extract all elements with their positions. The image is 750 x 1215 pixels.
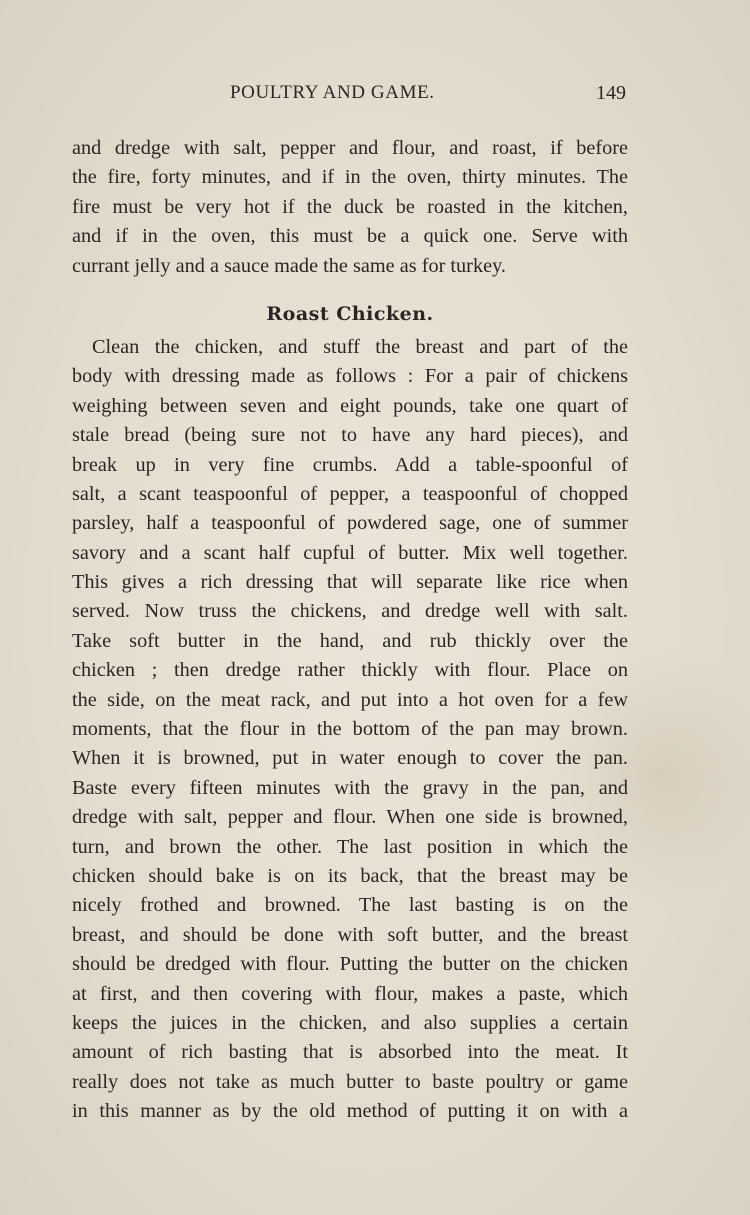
text-line: keeps the juices in the chicken, and also supplies a certain	[72, 1011, 628, 1034]
text-line: Baste every fifteen minutes with the gravy in the pan, and	[72, 776, 628, 799]
text-line: the side, on the meat rack, and put into a hot oven for a few	[72, 688, 628, 711]
page-header	[72, 82, 628, 112]
text-line: break up in very fine crumbs. Add a table-spoonful of	[72, 453, 628, 476]
text-line: and if in the oven, this must be a quick one. Serve with	[72, 225, 628, 248]
paragraph-continued	[72, 134, 628, 281]
text-line: fire must be very hot if the duck be roasted in the kitchen,	[72, 195, 628, 218]
text-line: When it is browned, put in water enough to cover the pan.	[72, 747, 628, 770]
text-line: at first, and then covering with flour, makes a paste, which	[72, 982, 628, 1005]
text-line: nicely frothed and browned. The last basting is on the	[72, 894, 628, 917]
text-line: moments, that the flour in the bottom of the pan may brown.	[72, 718, 628, 741]
text-line: and dredge with salt, pepper and flour, and roast, if before	[72, 137, 628, 159]
section-heading: Roast Chicken.	[266, 302, 434, 325]
text-line: turn, and brown the other. The last position in which the	[72, 835, 628, 858]
text-line: amount of rich basting that is absorbed into the meat. It	[72, 1041, 628, 1064]
running-head: POULTRY AND GAME.	[230, 82, 435, 103]
text-line: should be dredged with flour. Putting the butter on the chicken	[72, 953, 628, 976]
text-line: served. Now truss the chickens, and dredge well with salt.	[72, 600, 628, 623]
text-line: savory and a scant half cupful of butter. Mix well together.	[72, 541, 628, 564]
text-line: really does not take as much butter to baste poultry or game	[72, 1070, 628, 1093]
text-line: in this manner as by the old method of putting it on with a	[72, 1100, 628, 1123]
paragraph-roast-chicken	[72, 333, 628, 1127]
page-number: 149	[596, 82, 626, 104]
text-line: the fire, forty minutes, and if in the oven, thirty minutes. The	[72, 166, 628, 189]
text-line: salt, a scant teaspoonful of pepper, a teaspoonful of chopped	[72, 482, 628, 505]
text-line: Clean the chicken, and stuff the breast and part of the	[92, 335, 628, 358]
text-line: This gives a rich dressing that will separate like rice when	[72, 571, 628, 594]
text-line: chicken should bake is on its back, that the breast may be	[72, 864, 628, 887]
text-line: body with dressing made as follows : For a pair of chickens	[72, 365, 628, 388]
body-text	[72, 134, 628, 1127]
text-line: currant jelly and a sauce made the same as for turkey.	[72, 254, 506, 277]
text-line: stale bread (being sure not to have any hard pieces), and	[72, 424, 628, 447]
text-line: weighing between seven and eight pounds, take one quart of	[72, 394, 628, 417]
text-line: chicken ; then dredge rather thickly with flour. Place on	[72, 659, 628, 682]
text-line: dredge with salt, pepper and flour. When one side is browned,	[72, 806, 628, 829]
text-line: breast, and should be done with soft butter, and the breast	[72, 923, 628, 946]
text-line: parsley, half a teaspoonful of powdered sage, one of summer	[72, 512, 628, 535]
text-line: Take soft butter in the hand, and rub thickly over the	[72, 629, 628, 652]
